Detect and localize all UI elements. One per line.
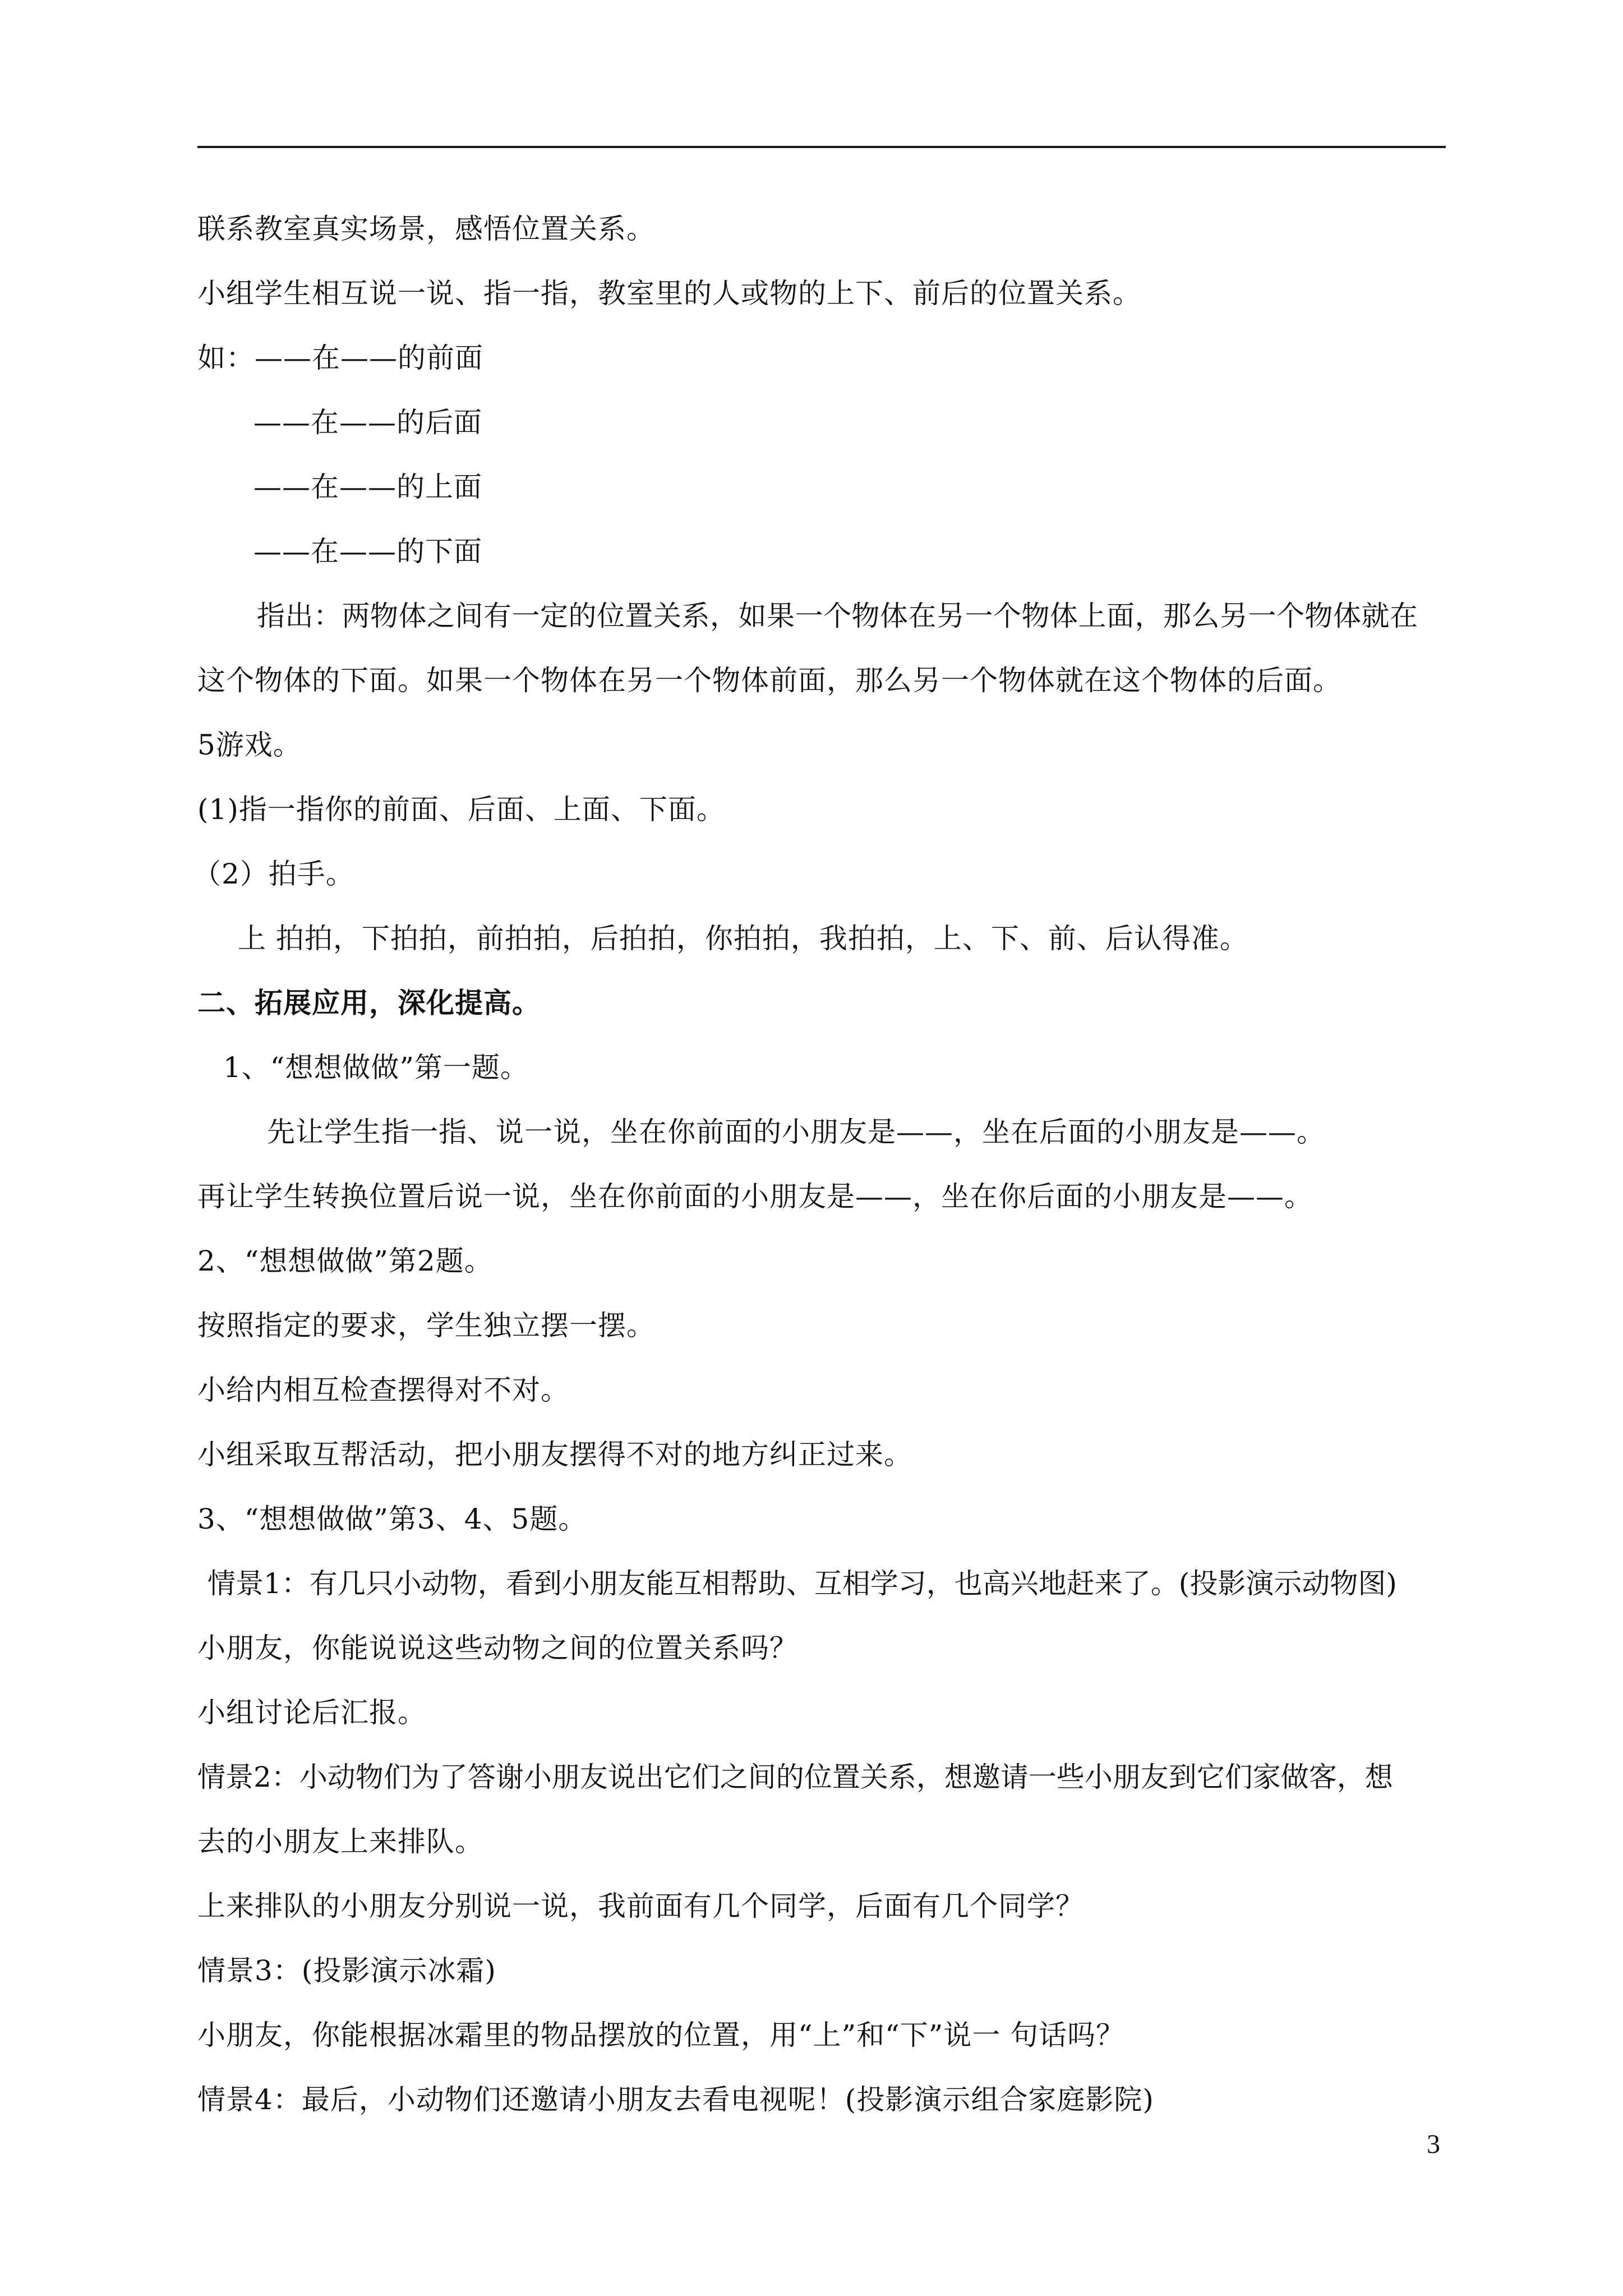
text-line: 这个物体的下面。如果一个物体在另一个物体前面，那么另一个物体就在这个物体的后面。 bbox=[197, 664, 1341, 697]
text-line: 指出：两物体之间有一定的位置关系，如果一个物体在另一个物体上面，那么另一个物体就在 bbox=[257, 600, 1418, 632]
text-line: 3、“想想做做”第3、4、5题。 bbox=[197, 1503, 587, 1535]
header-rule bbox=[197, 146, 1446, 148]
page-number: 3 bbox=[1427, 2129, 1440, 2159]
text-line: 小组学生相互说一说、指一指，教室里的人或物的上下、前后的位置关系。 bbox=[197, 277, 1141, 310]
text-line: 小组讨论后汇报。 bbox=[197, 1696, 426, 1729]
text-line: (1)指一指你的前面、后面、上面、下面。 bbox=[197, 793, 725, 826]
text-line: 情景3：(投影演示冰霜) bbox=[197, 1954, 496, 1987]
text-line: 先让学生指一指、说一说，坐在你前面的小朋友是——，坐在后面的小朋友是——。 bbox=[267, 1116, 1325, 1148]
text-line: 情景2：小动物们为了答谢小朋友说出它们之间的位置关系，想邀请一些小朋友到它们家做客，想 bbox=[197, 1761, 1393, 1793]
text-line: 1、“想想做做”第一题。 bbox=[223, 1051, 529, 1084]
text-line: 联系教室真实场景，感悟位置关系。 bbox=[197, 213, 655, 245]
text-line: ——在——的后面 bbox=[253, 406, 482, 439]
text-line: ——在——的下面 bbox=[253, 535, 482, 568]
text-line: 上 拍拍，下拍拍，前拍拍，后拍拍，你拍拍，我拍拍，上、下、前、后认得准。 bbox=[238, 922, 1248, 955]
text-line: 情景4：最后，小动物们还邀请小朋友去看电视呢！(投影演示组合家庭影院) bbox=[197, 2083, 1154, 2116]
text-line: 去的小朋友上来排队。 bbox=[197, 1825, 483, 1858]
text-line: 5游戏。 bbox=[197, 729, 302, 761]
text-line: 情景1：有几只小动物，看到小朋友能互相帮助、互相学习，也高兴地赶来了。(投影演示动物图) bbox=[208, 1567, 1397, 1600]
text-line: 如：——在——的前面 bbox=[197, 342, 483, 374]
text-line: 2、“想想做做”第2题。 bbox=[197, 1245, 493, 1277]
text-line: 小组采取互帮活动，把小朋友摆得不对的地方纠正过来。 bbox=[197, 1438, 912, 1471]
section-heading: 二、拓展应用，深化提高。 bbox=[197, 986, 541, 1019]
text-line: 再让学生转换位置后说一说，坐在你前面的小朋友是——，坐在你后面的小朋友是——。 bbox=[197, 1180, 1313, 1213]
text-line: 小朋友，你能说说这些动物之间的位置关系吗？ bbox=[197, 1632, 798, 1664]
text-line: 按照指定的要求，学生独立摆一摆。 bbox=[197, 1309, 655, 1342]
text-line: 上来排队的小朋友分别说一说，我前面有几个同学，后面有几个同学？ bbox=[197, 1890, 1084, 1922]
text-line: 小朋友，你能根据冰霜里的物品摆放的位置，用“上”和“下”说一 句话吗？ bbox=[197, 2019, 1125, 2051]
text-line: （2）拍手。 bbox=[193, 858, 354, 890]
text-line: 小给内相互检查摆得对不对。 bbox=[197, 1374, 569, 1406]
text-line: ——在——的上面 bbox=[253, 471, 482, 503]
